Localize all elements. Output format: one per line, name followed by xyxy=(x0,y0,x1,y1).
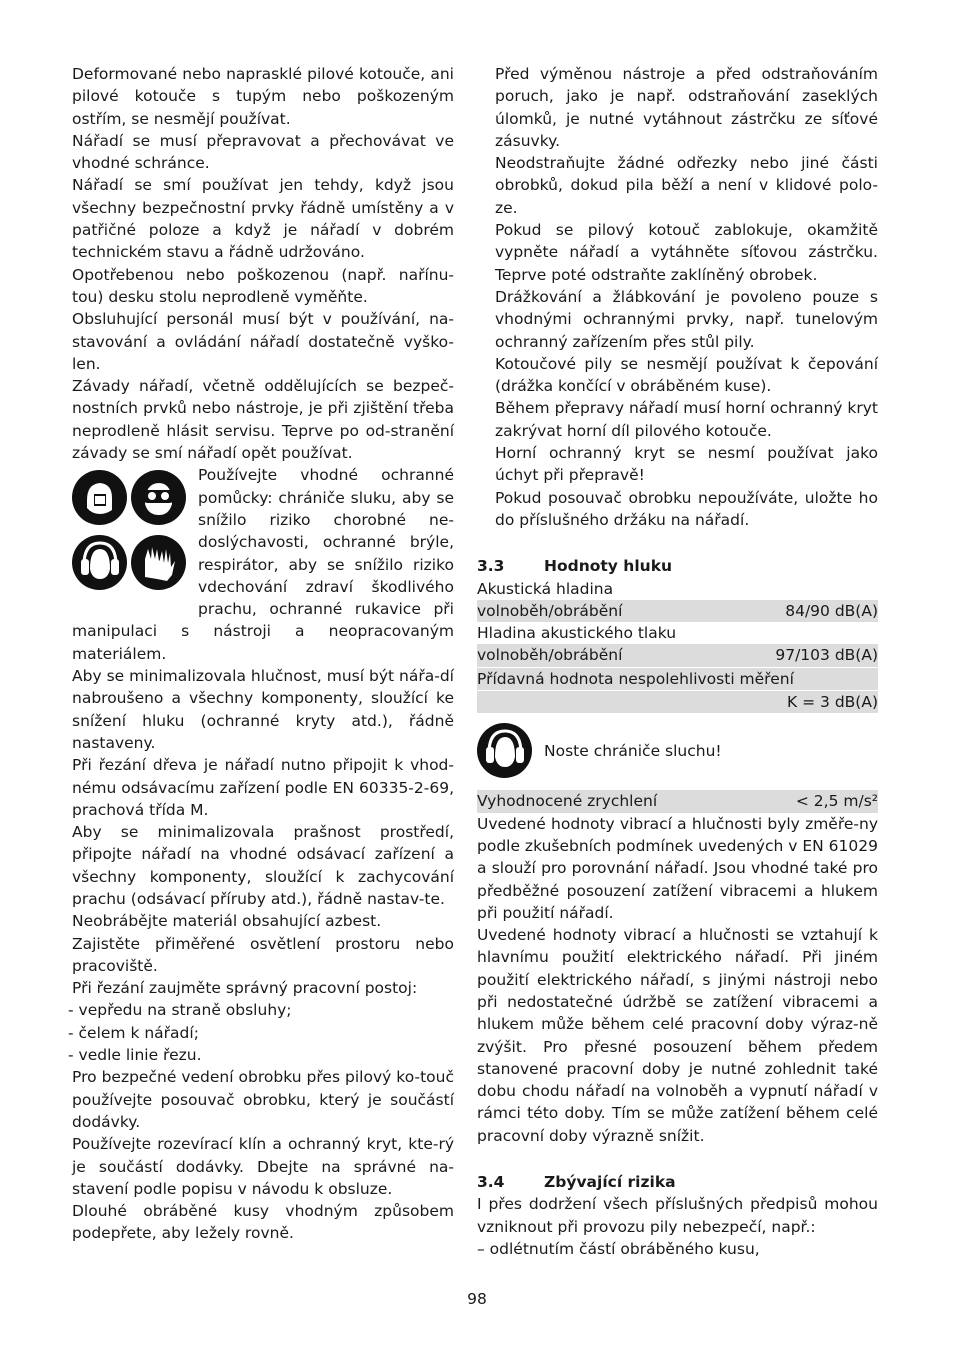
list-item: - vepředu na straně obsluhy; xyxy=(68,1001,292,1020)
uncertainty-value-row xyxy=(477,691,878,713)
protective-gloves-icon xyxy=(131,535,186,590)
row-value: 97/103 dB(A) xyxy=(775,646,878,665)
paragraph: Kotoučové pily se nesmějí používat k čepování (drážka končící v obráběném kuse). xyxy=(495,354,878,396)
left-column xyxy=(68,63,454,1245)
paragraph: Obsluhující personál musí být v používání, na-stavování a ovládání nářadí dostatečně vyško-len. xyxy=(72,310,454,373)
row-value: K = 3 dB(A) xyxy=(787,693,878,712)
paragraph: Opotřebenou nebo poškozenou (např. nařínu-tou) desku stolu neprodleně vyměňte. xyxy=(72,265,454,306)
section-title: Zbývající rizika xyxy=(544,1173,676,1192)
paragraph: Uvedené hodnoty vibrací a hlučnosti byly změře-ny podle zkušebních podmínek uvedených v EN 61029 a slouží pro porovnání nářadí. Jsou vhodné také pro předběžné posouzení zatížení vibracemi a hlukem při použití nářadí. xyxy=(477,814,878,922)
paragraph: Nářadí se smí používat jen tehdy, když jsou všechny bezpečnostní prvky řádně umístěny a v patřičné poloze a když je nářadí v dobrém technickém stavu a řádně udržováno. xyxy=(72,176,454,262)
paragraph: Neobrábějte materiál obsahující azbest. xyxy=(72,912,382,931)
paragraph: Neodstraňujte žádné odřezky nebo jiné části obrobků, dokud pila běží a není v klidové polo-ze. xyxy=(495,154,878,217)
ppe-icons xyxy=(72,470,194,599)
row-label: Přídavná hodnota nespolehlivosti měření xyxy=(477,669,794,688)
noise-row xyxy=(477,600,878,622)
paragraph: Používejte vhodné ochranné pomůcky: chrániče sluku, aby se snížilo riziko chorobné ne-doslýchavosti, ochranné brýle, respirátor, aby se snížilo riziko vdechování zdraví škodlivého prachu, ochranné rukavice při manipulaci s nástroji a neopracovaným materiálem. xyxy=(72,466,454,663)
paragraph: Při řezání zaujměte správný pracovní postoj: xyxy=(72,979,418,998)
row-label: Vyhodnocené zrychlení xyxy=(477,792,658,811)
paragraph: Aby se minimalizovala prašnost prostředí, připojte nářadí na vhodné odsávací zařízení a všechny komponenty, sloužící k zachycování prachu (odsávací příruby atd.), řádně nastav-te. xyxy=(72,823,454,908)
ear-protection-icon xyxy=(72,535,127,590)
section-heading-3-3 xyxy=(477,555,878,577)
paragraph: – odlétnutím částí obráběného kusu, xyxy=(477,1239,760,1258)
paragraph: I přes dodržení všech příslušných předpisů mohou vzniknout při provozu pily nebezpečí, např.: xyxy=(477,1195,878,1236)
safety-goggles-icon xyxy=(131,470,186,525)
paragraph: Pokud se pilový kotouč zablokuje, okamžitě vypněte nářadí a vytáhněte síťovou zástrčku. Teprve poté odstraňte zaklíněný obrobek. xyxy=(495,221,878,284)
label: Hladina akustického tlaku xyxy=(477,624,677,643)
paragraph: Závady nářadí, včetně oddělujících se bezpeč-nostních prvků nebo nástroje, je při zjištění třeba neprodleně hlásit servisu. Teprve po od-stranění závady se smí nářadí opět používat. xyxy=(72,377,454,463)
ear-protection-icon xyxy=(477,723,532,778)
acceleration-row xyxy=(477,790,878,812)
paragraph: Pro bezpečné vedení obrobku přes pilový ko-touč používejte posouvač obrobku, který je součástí dodávky. xyxy=(72,1068,454,1131)
paragraph: Během přepravy nářadí musí horní ochranný kryt zakrývat horní díl pilového kotouče. xyxy=(495,399,878,440)
paragraph: Deformované nebo naprasklé pilové kotouče, ani pilové kotouče s tupým nebo poškozeným ostřím, se nesmějí používat. xyxy=(72,65,454,128)
paragraph: Uvedené hodnoty vibrací a hlučnosti se vztahují k hlavnímu použití elektrického nářadí. Při jiném použití elektrického nářadí, s jinými nástroji nebo při nedostatečné údržbě se zatížení vibracemi a hlukem může během celé pracovní doby výraz-ně zvýšit. Pro přesné posouzení během předem stanovené pracovní doby je nutné zohlednit také dobu chodu nářadí na volnoběh a vypnutí nářadí v rámci této doby. Tím se může zatížení během celé pracovní doby výrazně snížit. xyxy=(477,926,878,1145)
ppe-block xyxy=(72,464,454,665)
row-label: volnoběh/obrábění xyxy=(477,601,623,620)
uncertainty-row xyxy=(477,668,878,690)
section-number: 3.4 xyxy=(477,1173,505,1192)
paragraph: Dlouhé obráběné kusy vhodným způsobem podepřete, aby ležely rovně. xyxy=(72,1202,454,1243)
list-item: - vedle linie řezu. xyxy=(68,1046,202,1065)
label: Akustická hladina xyxy=(477,579,614,598)
paragraph: Nářadí se musí přepravovat a přechovávat ve vhodné schránce. xyxy=(72,131,454,173)
row-label: volnoběh/obrábění xyxy=(477,646,623,665)
paragraph: Zajistěte přiměřené osvětlení prostoru nebo pracoviště. xyxy=(72,934,454,975)
paragraph: Drážkování a žlábkování je povoleno pouze s vhodnými ochrannými prvky, např. tunelovým ochranný zařízením přes stůl pily. xyxy=(495,287,878,351)
section-title: Hodnoty hluku xyxy=(544,557,673,576)
ear-note-text: Noste chrániče sluchu! xyxy=(544,741,722,760)
page-number: 98 xyxy=(467,1290,487,1308)
paragraph: Aby se minimalizovala hlučnost, musí být nářa-dí nabroušeno a všechny komponenty, sloužící ke snížení hluku (ochranné kryty atd.), řádně nastaveny. xyxy=(72,667,454,752)
respirator-mask-icon xyxy=(72,470,127,525)
paragraph: Horní ochranný kryt se nesmí používat jako úchyt při přepravě! xyxy=(495,444,878,485)
posture-list xyxy=(68,999,454,1066)
section-heading-3-4 xyxy=(477,1171,878,1193)
section-number: 3.3 xyxy=(477,557,505,576)
paragraph: Při řezání dřeva je nářadí nutno připojit k vhod-nému odsávacímu zařízení podle EN 60335-2-69, prachová třída M. xyxy=(72,756,454,819)
right-column xyxy=(477,63,878,1260)
paragraph: Používejte rozevírací klín a ochranný kryt, kte-rý je součástí dodávky. Dbejte na správné na-stavení podle popisu v návodu k obsluze. xyxy=(72,1135,454,1198)
row-value: < 2,5 m/s² xyxy=(795,792,878,811)
paragraph: Pokud posouvač obrobku nepoužíváte, uložte ho do příslušného držáku na nářadí. xyxy=(495,488,878,529)
paragraph: Před výměnou nástroje a před odstraňováním poruch, jako je např. odstraňování zaseklých úlomků, je nutné vytáhnout zástrčku ze síťové zásuvky. xyxy=(495,65,878,150)
noise-row xyxy=(477,644,878,666)
row-value: 84/90 dB(A) xyxy=(785,601,878,620)
list-item: - čelem k nářadí; xyxy=(68,1023,199,1042)
ear-protection-note xyxy=(477,723,878,778)
